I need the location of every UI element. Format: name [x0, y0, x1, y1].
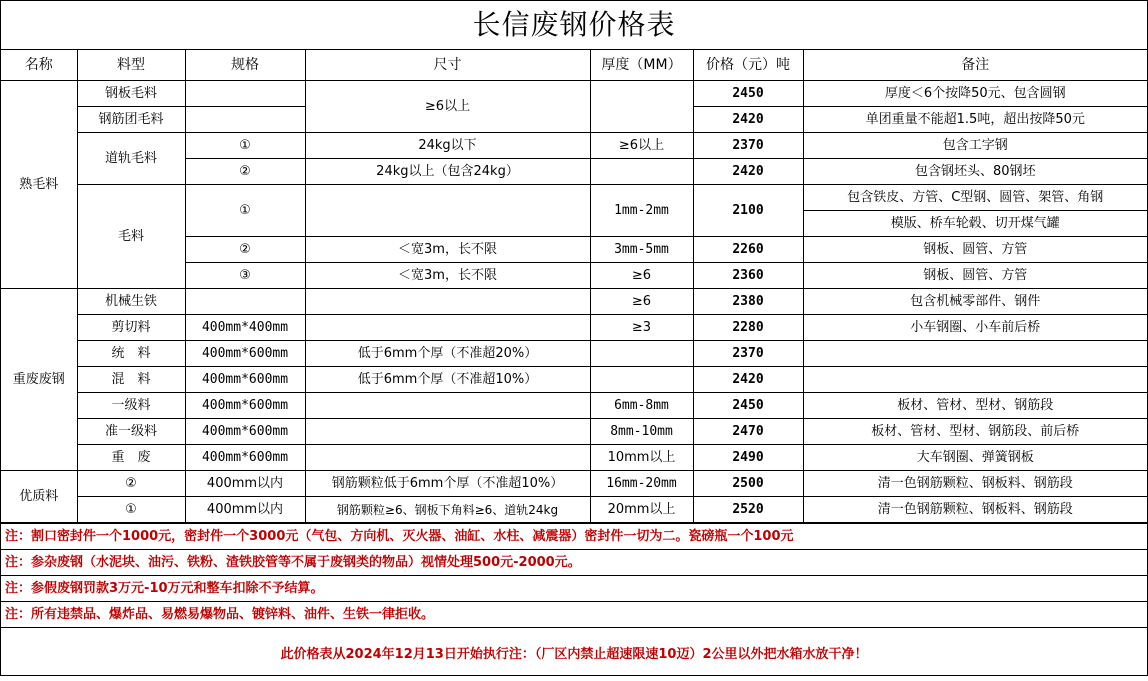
thickness-cell: 10mm以上 — [590, 445, 693, 471]
thickness-cell: 6mm-8mm — [590, 393, 693, 419]
remark-cell: 清一色钢筋颗粒、钢板料、钢筋段 — [803, 471, 1147, 497]
type-cell: 准一级料 — [77, 419, 185, 445]
table-row — [1, 133, 1147, 159]
table-row — [1, 393, 1147, 419]
thickness-cell — [590, 367, 693, 393]
thickness-cell: ≥6 — [590, 263, 693, 289]
size-cell — [305, 419, 590, 445]
spec-cell: 400mm*600mm — [185, 341, 305, 367]
remark-cell — [803, 341, 1147, 367]
size-cell: 24kg以上（包含24kg） — [305, 159, 590, 185]
thickness-cell: 3mm-5mm — [590, 237, 693, 263]
note-line: 注：割口密封件一个1000元，密封件一个3000元（气包、方向机、灭火器、油缸、水柱、减震器）密封件一切为二。瓷磅瓶一个100元 — [1, 523, 1147, 549]
size-cell: ＜宽3m，长不限 — [305, 237, 590, 263]
thickness-cell — [590, 159, 693, 185]
table-row — [1, 419, 1147, 445]
header-spec: 规格 — [185, 50, 305, 81]
spec-cell: 400mm以内 — [185, 471, 305, 497]
remark-cell: 清一色钢筋颗粒、钢板料、钢筋段 — [803, 497, 1147, 523]
price-cell: 2370 — [693, 341, 803, 367]
group-cell: 重废废钢 — [1, 289, 77, 471]
remark-cell: 大车钢圈、弹簧钢板 — [803, 445, 1147, 471]
size-cell: 钢筋颗粒低于6mm个厚（不准超10%） — [305, 471, 590, 497]
remark-cell: 钢板、圆管、方管 — [803, 263, 1147, 289]
type-cell: 机械生铁 — [77, 289, 185, 315]
size-cell: 低于6mm个厚（不准超10%） — [305, 367, 590, 393]
remark-cell — [803, 367, 1147, 393]
price-cell: 2500 — [693, 471, 803, 497]
remark-cell: 包含工字钢 — [803, 133, 1147, 159]
size-cell — [305, 445, 590, 471]
type-cell: 道轨毛料 — [77, 133, 185, 185]
remark-cell: 模版、桥车轮毂、切开煤气罐 — [803, 211, 1147, 237]
table-row — [1, 471, 1147, 497]
spec-cell: 400mm*400mm — [185, 315, 305, 341]
type-cell: 钢筋团毛料 — [77, 107, 185, 133]
remark-cell: 厚度＜6个按降50元、包含圆钢 — [803, 81, 1147, 107]
spec-cell: 400mm以内 — [185, 497, 305, 523]
table-row — [1, 367, 1147, 393]
note-line: 注：参假废钢罚款3万元-10万元和整车扣除不予结算。 — [1, 575, 1147, 601]
effective-date-footer: 此价格表从2024年12月13日开始执行注：（厂区内禁止超速限速10迈）2公里以外把水箱水放干净！ — [1, 627, 1147, 681]
spec-cell: 400mm*600mm — [185, 419, 305, 445]
size-cell — [305, 289, 590, 315]
note-line: 注：参杂废钢（水泥块、油污、铁粉、渣铁胶管等不属于废钢类的物品）视情处理500元-2000元。 — [1, 549, 1147, 575]
spec-cell: ① — [185, 185, 305, 237]
price-table — [1, 50, 1147, 523]
price-cell: 2450 — [693, 81, 803, 107]
size-cell — [305, 315, 590, 341]
type-cell: 重 废 — [77, 445, 185, 471]
size-cell: 低于6mm个厚（不准超20%） — [305, 341, 590, 367]
remark-cell: 小车钢圈、小车前后桥 — [803, 315, 1147, 341]
thickness-cell: ≥6以上 — [590, 133, 693, 159]
price-cell: 2520 — [693, 497, 803, 523]
table-row — [1, 289, 1147, 315]
type-cell: ② — [77, 471, 185, 497]
header-price: 价格（元）吨 — [693, 50, 803, 81]
type-cell: 毛料 — [77, 185, 185, 289]
size-cell: ＜宽3m，长不限 — [305, 263, 590, 289]
spec-cell: ② — [185, 159, 305, 185]
price-cell: 2100 — [693, 185, 803, 237]
group-cell: 熟毛料 — [1, 81, 77, 289]
thickness-cell: 16mm-20mm — [590, 471, 693, 497]
spec-cell: ① — [185, 133, 305, 159]
header-remark: 备注 — [803, 50, 1147, 81]
type-cell: 钢板毛料 — [77, 81, 185, 107]
table-row — [1, 445, 1147, 471]
header-type: 料型 — [77, 50, 185, 81]
price-cell: 2490 — [693, 445, 803, 471]
type-cell: 统 料 — [77, 341, 185, 367]
header-size: 尺寸 — [305, 50, 590, 81]
thickness-cell — [590, 341, 693, 367]
thickness-cell: 20mm以上 — [590, 497, 693, 523]
spec-cell: ③ — [185, 263, 305, 289]
group-cell: 优质料 — [1, 471, 77, 523]
spec-cell: 400mm*600mm — [185, 393, 305, 419]
table-row — [1, 81, 1147, 107]
price-cell: 2360 — [693, 263, 803, 289]
table-row — [1, 341, 1147, 367]
size-cell: 钢筋颗粒≥6、钢板下角料≥6、道轨24kg — [305, 497, 590, 523]
header-thickness: 厚度（MM） — [590, 50, 693, 81]
type-cell: 剪切料 — [77, 315, 185, 341]
price-cell: 2420 — [693, 107, 803, 133]
spec-cell: ② — [185, 237, 305, 263]
size-cell: 24kg以下 — [305, 133, 590, 159]
thickness-cell: ≥3 — [590, 315, 693, 341]
size-cell — [305, 185, 590, 237]
price-cell: 2370 — [693, 133, 803, 159]
table-row — [1, 185, 1147, 211]
thickness-cell — [590, 81, 693, 133]
price-cell: 2420 — [693, 367, 803, 393]
note-line: 注：所有违禁品、爆炸品、易燃易爆物品、镀锌料、油件、生铁一律拒收。 — [1, 601, 1147, 627]
price-cell: 2420 — [693, 159, 803, 185]
remark-cell: 单团重量不能超1.5吨，超出按降50元 — [803, 107, 1147, 133]
price-cell: 2470 — [693, 419, 803, 445]
type-cell: ① — [77, 497, 185, 523]
type-cell: 一级料 — [77, 393, 185, 419]
spec-cell — [185, 107, 305, 133]
remark-cell: 板材、管材、型材、钢筋段 — [803, 393, 1147, 419]
table-row — [1, 315, 1147, 341]
page-title: 长信废钢价格表 — [1, 1, 1147, 50]
type-cell: 混 料 — [77, 367, 185, 393]
remark-cell: 板材、管材、型材、钢筋段、前后桥 — [803, 419, 1147, 445]
spec-cell — [185, 289, 305, 315]
price-cell: 2380 — [693, 289, 803, 315]
price-cell: 2450 — [693, 393, 803, 419]
header-name: 名称 — [1, 50, 77, 81]
remark-cell: 钢板、圆管、方管 — [803, 237, 1147, 263]
thickness-cell: 1mm-2mm — [590, 185, 693, 237]
thickness-cell: ≥6 — [590, 289, 693, 315]
thickness-cell: 8mm-10mm — [590, 419, 693, 445]
size-cell: ≥6以上 — [305, 81, 590, 133]
spec-cell: 400mm*600mm — [185, 445, 305, 471]
spec-cell: 400mm*600mm — [185, 367, 305, 393]
spec-cell — [185, 81, 305, 107]
table-header-row — [1, 50, 1147, 81]
remark-cell: 包含机械零部件、钢件 — [803, 289, 1147, 315]
remark-cell: 包含钢坯头、80钢坯 — [803, 159, 1147, 185]
price-cell: 2260 — [693, 237, 803, 263]
price-cell: 2280 — [693, 315, 803, 341]
table-row — [1, 497, 1147, 523]
size-cell — [305, 393, 590, 419]
remark-cell: 包含铁皮、方管、C型钢、圆管、架管、角钢 — [803, 185, 1147, 211]
